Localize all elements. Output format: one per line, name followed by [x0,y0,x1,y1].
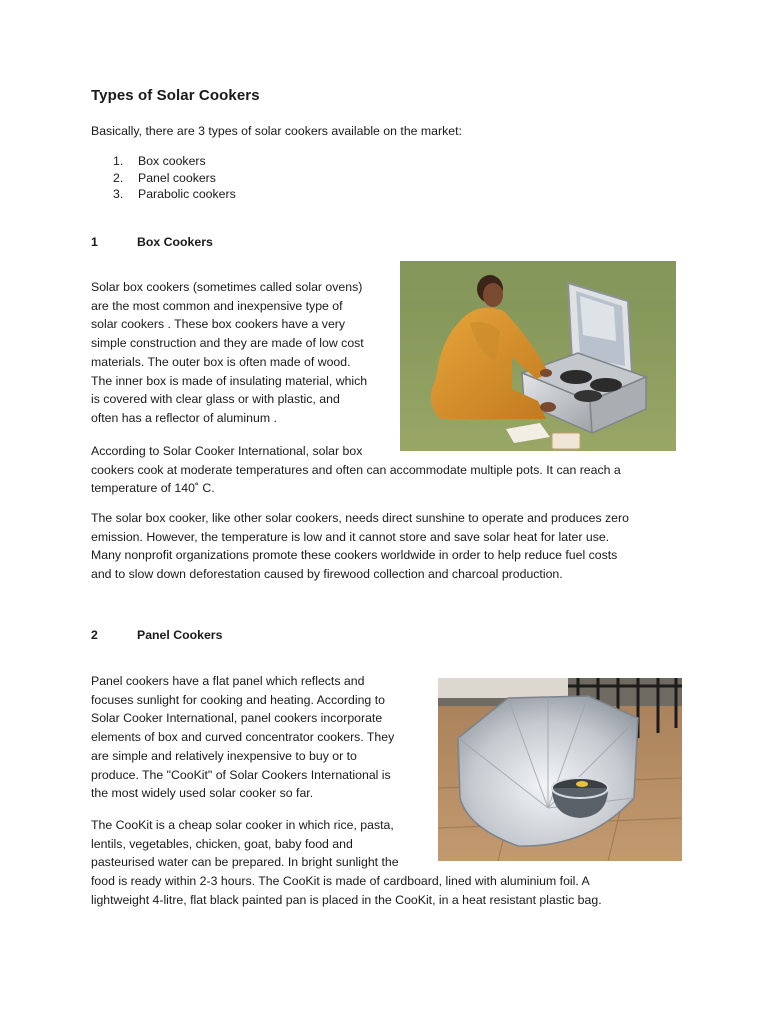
text-line: emission. However, the temperature is low and it cannot store and save solar heat for later use. [91,529,610,544]
section-number-box: 1 [91,235,98,249]
text-line: According to Solar Cooker International, solar box [91,444,363,458]
text-line: Panel cookers have a flat panel which reflects and [91,674,365,688]
text-line: cookers cook at moderate temperatures and often can accommodate multiple pots. It can reach a [91,462,621,477]
text-line: elements of box and curved concentrator cookers. They [91,730,395,745]
text-line: lentils, vegetables, chicken, goat, baby food and [91,836,353,851]
text-line: the most widely used solar cooker so far. [91,786,314,801]
list-item-label: Box cookers [138,154,206,168]
text-line: pasteurised water can be prepared. In bright sunlight the [91,855,399,870]
list-item-label: Parabolic cookers [138,187,236,201]
text-line: temperature of 140˚ C. [91,481,215,496]
text-line: solar cookers . These box cookers have a very [91,317,346,332]
list-item [91,153,391,170]
section-heading-box-cookers: Box Cookers [137,235,213,249]
text-line: food is ready within 2-3 hours. The CooKit is made of cardboard, lined with aluminium foil. A [91,874,590,889]
text-line: simple construction and they are made of low cost [91,336,364,351]
box-cookers-paragraph-1 [91,278,396,428]
section-heading-panel-cookers: Panel Cookers [137,628,223,642]
box-cookers-paragraph-2 [91,442,691,498]
text-line: lightweight 4-litre, flat black painted pan is placed in the CooKit, in a heat resistant plastic bag. [91,892,602,907]
text-line: Many nonprofit organizations promote these cookers worldwide in order to help reduce fuel costs [91,548,618,563]
panel-cookers-paragraph-2 [91,816,691,910]
types-list [91,153,391,203]
text-line: The CooKit is a cheap solar cooker in which rice, pasta, [91,818,394,832]
text-line: produce. The "CooKit" of Solar Cookers International is [91,767,391,782]
list-item [91,186,391,203]
text-line: The inner box is made of insulating material, which [91,373,368,388]
panel-cookers-paragraph-1 [91,672,431,803]
text-line: and to slow down deforestation caused by firewood collection and charcoal production. [91,567,563,582]
text-line: Solar box cookers (sometimes called solar ovens) [91,280,363,294]
box-cookers-paragraph-3 [91,509,691,584]
section-number-panel: 2 [91,628,98,642]
list-item-number: 1. [113,154,124,168]
text-line: focuses sunlight for cooking and heating. According to [91,692,385,707]
text-line: often has a reflector of aluminum . [91,410,277,425]
intro-paragraph: Basically, there are 3 types of solar cookers available on the market: [91,124,462,138]
text-line: The solar box cooker, like other solar cookers, needs direct sunshine to operate and produces zero [91,511,629,525]
list-item-number: 3. [113,187,124,201]
list-item [91,170,391,187]
text-line: materials. The outer box is often made of wood. [91,354,351,369]
box-cooker-photo [400,261,676,451]
text-line: is covered with clear glass or with plastic, and [91,392,340,407]
list-item-number: 2. [113,170,124,185]
text-line: Solar Cooker International, panel cookers incorporate [91,711,383,726]
text-line: are simple and relatively inexpensive to buy or to [91,748,357,763]
text-line: are the most common and inexpensive type of [91,298,343,313]
page-title: Types of Solar Cookers [91,87,260,104]
list-item-label: Panel cookers [138,170,216,185]
